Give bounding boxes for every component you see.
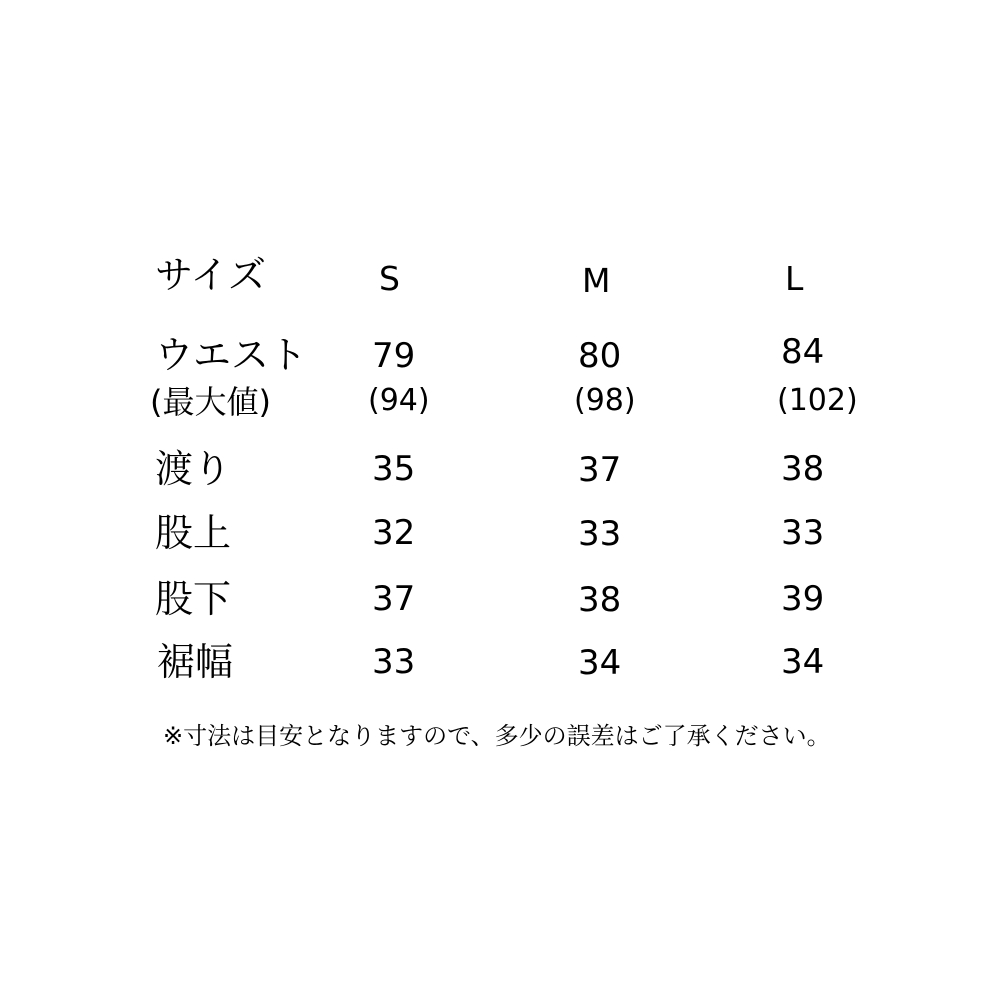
hem-width-value-m: 34 xyxy=(578,643,622,683)
size-header-label: サイズ xyxy=(155,253,266,297)
rise-value-m: 33 xyxy=(578,514,622,554)
waist-max-value-s: (94) xyxy=(368,383,430,418)
rise-value-s: 32 xyxy=(372,513,416,553)
hem-width-value-l: 34 xyxy=(781,642,825,682)
waist-value-l: 84 xyxy=(781,332,825,372)
waist-max-value-l: (102) xyxy=(777,383,858,418)
hem-width-value-s: 33 xyxy=(372,642,416,682)
inseam-label: 股下 xyxy=(155,577,232,621)
waist-value-m: 80 xyxy=(578,336,622,376)
measurement-note: ※寸法は目安となりますので、多少の誤差はご了承ください。 xyxy=(163,722,831,750)
inseam-value-s: 37 xyxy=(372,579,416,619)
size-header-m: M xyxy=(582,261,611,300)
waist-label: ウエスト xyxy=(155,333,308,377)
size-header-l: L xyxy=(785,259,804,298)
waist-max-value-m: (98) xyxy=(574,383,636,418)
inseam-value-m: 38 xyxy=(578,580,622,620)
thigh-label: 渡り xyxy=(155,447,232,491)
waist-value-s: 79 xyxy=(372,336,416,376)
thigh-value-m: 37 xyxy=(578,450,622,490)
rise-label: 股上 xyxy=(155,511,232,555)
thigh-value-s: 35 xyxy=(372,449,416,489)
waist-max-label: (最大値) xyxy=(150,383,271,421)
size-header-s: S xyxy=(379,259,400,298)
hem-width-label: 裾幅 xyxy=(157,640,234,684)
rise-value-l: 33 xyxy=(781,513,825,553)
thigh-value-l: 38 xyxy=(781,449,825,489)
inseam-value-l: 39 xyxy=(781,579,825,619)
